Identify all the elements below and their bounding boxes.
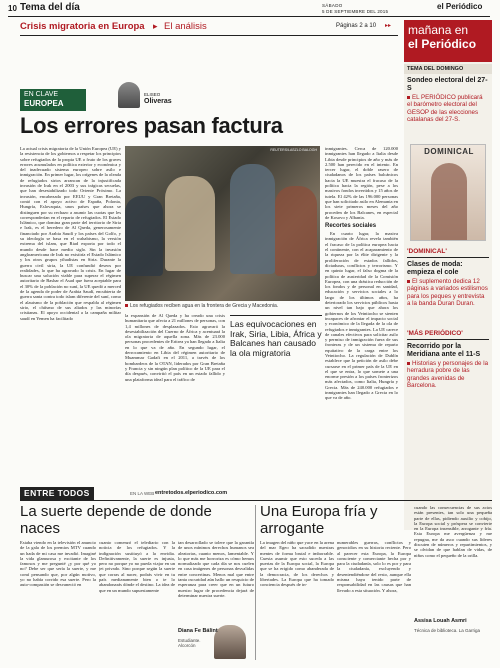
sidebar-title-line1: mañana en bbox=[408, 23, 469, 37]
photo-figure-4 bbox=[125, 196, 163, 276]
letter-left-author-role: Estudiante. Alcorcón bbox=[178, 638, 201, 648]
sidebar-title-line2: el Periódico bbox=[408, 37, 477, 51]
bottom-divider bbox=[255, 505, 256, 660]
letter-right-author-name: Assisa Louah Asmri bbox=[414, 618, 467, 624]
photo-figure-2 bbox=[230, 164, 275, 274]
sidebar-item-3-body: Historias y personajes de la herradura pobre de las grandes avenidas de Barcelona. bbox=[407, 360, 489, 390]
letter-left-author-photo bbox=[214, 625, 246, 659]
sidebar-item-3-text bbox=[407, 360, 489, 390]
sidebar-item-2-title: Clases de moda: empieza el cole bbox=[407, 261, 463, 276]
letter-left-col-1-text: Estaba viendo en la televisión el anuncio de la gala de los premios MTV cuando un hada de mi casa me invadió. Imaginé la vida glamurosa y excitante de los famosos y me pregunté ¿y por qué yo no? Debe ser que sería la suerte, y me comí pensando que, por algún motivo, yo no había corrido esa suerte. Pero la auto-compasión se desvaneció en bbox=[20, 540, 96, 588]
author-avatar bbox=[118, 82, 140, 108]
letter-right-headline: Una Europa fría y arrogante bbox=[260, 503, 378, 537]
sidebar-item-2-bullet bbox=[407, 280, 410, 283]
sidebar-item-2-text bbox=[407, 278, 489, 308]
sidebar-item-1-bullet bbox=[407, 96, 410, 99]
kicker-pages-arrow: ▸▸ bbox=[385, 23, 392, 29]
column-tag-line2: EUROPEA bbox=[24, 99, 64, 108]
banner-web-url[interactable]: entretodos.elperiodico.com bbox=[155, 490, 228, 496]
magazine-cover bbox=[410, 144, 486, 241]
letter-right-col-2 bbox=[337, 540, 411, 660]
photo-figure-3 bbox=[275, 186, 317, 276]
kicker-topic: Crisis migratoria en Europa bbox=[20, 21, 145, 32]
sidebar-item-3-bullet bbox=[407, 362, 410, 365]
section-title: Tema del día bbox=[20, 2, 80, 13]
letter-right-col-1 bbox=[260, 540, 334, 660]
header-rule bbox=[8, 16, 490, 17]
letter-left-headline: La suerte depende de donde naces bbox=[20, 503, 212, 537]
article-subhead: Recortes sociales bbox=[325, 223, 377, 230]
column-tag-line1: EN CLAVE bbox=[24, 91, 59, 98]
column-tag bbox=[20, 89, 86, 111]
magazine-cover-figure bbox=[431, 163, 467, 241]
sidebar bbox=[404, 20, 492, 530]
main-headline: Los errores pasan factura bbox=[20, 113, 283, 138]
sidebar-rule-1 bbox=[407, 257, 489, 258]
banner-rule bbox=[20, 500, 492, 501]
banner-web-prefix: EN LA WEB bbox=[130, 491, 155, 496]
author-last-name: Oliveras bbox=[144, 98, 172, 105]
article-column-3-text: inmigrantes. Cerca de 120.000 inmigrantes han llegado a Italia desde Libia desde principios de año y más de 2.500 han perecido en el intento. En tercer lugar, el doble rasero de ciudadanos de los países balcánicos hacia la UE muestra el fracaso de la política hacia la región, pese a los masivos fondos invertidos y 15 años de tutela. El 42% de las 196.000 personas que han solicitado asilo en Alemania en los siete primeros meses del año proceden de los Balcanes, en especial de Kosovo y Albania. bbox=[325, 146, 398, 220]
kicker-arrow: ▸ bbox=[153, 21, 158, 31]
author-first-name: ELISEO bbox=[144, 92, 161, 97]
sidebar-item-3-title: Recorrido por la Meridiana ante el 11-S bbox=[407, 343, 481, 358]
caption-bullet bbox=[125, 304, 128, 307]
letter-left-col-1 bbox=[20, 540, 96, 660]
letter-left-col-2-text: cuanto comenzó el telediario con la noticia de los refugiados. Y la indignación sustituyó a la envidia. Definitivamente, la suerte es injusta, pero no porque yo no pueda viajar en un jet privado. Sino porque según la suerte que corras al nacer, podrás vivir en tu país medianamente bien o te lo abandonarás dónde el destino. La idea de que en un mundo supuestamente bbox=[99, 540, 175, 593]
sidebar-item-2-body: El suplemento dedica 12 páginas a variados estilismos para los peques y entrevista a la banda Duran Duran. bbox=[407, 278, 488, 308]
letter-right-col-3-text: cuando las consecuencias de sus actos están presentes, tan solo una pequeña parte de ellas, pidiendo auxilio y cobijo, la Europa social y próspera se convierte en la Europa insensible, arrogante y fría. Esta Europa me avergüenza y me repugna, me da asco cuando sus líderes discuten de números y repartimientos, y se olvidan de que hablan de vidas, de niños como el pequeño de la orilla. bbox=[414, 505, 492, 558]
main-photo bbox=[125, 146, 320, 301]
sidebar-section-label-2: 'MÁS PERIÓDICO' bbox=[407, 330, 463, 337]
kicker-type: El análisis bbox=[164, 21, 207, 32]
letter-right-col-2-text: numerables guerras, conflictos y genocidios en su historia reciente. Pero al parecer esta Europa, la Europa consciente y comerciante hecha por y para la ciudadanía, solo lo es por y para la ciudadanía, excluyendo y desentendiéndose del resto, aunque ella misma haya tenido parte de responsabilidad en las causas que han llevado a esta situación. Y ahora, bbox=[337, 540, 411, 593]
sidebar-item-1-body: EL PERIÓDICO publicará el barómetro electoral del GESOP de las elecciones catalanas del 27-S. bbox=[407, 94, 483, 124]
article-column-2-text: la expansión de Al Qaeda y ha creado una crisis humanitaria que afecta a 21 millones de personas, con 1,4 millones de desplazados. Esto agravará la desestabilización del Cuerno de África y acentuará la ola migratoria de aquella zona. Más de 23.000 personas procedentes de Eritrea ya han llegado a Italia en lo que va de año. En segundo lugar, el derrocamiento en Libia del régimen autoritario de Muammar Gadafi en el 2011, a través de los bombardeos de la OTAN, liderados por Gran Bretaña y Francia y sin ningún plan político de la UE para el día después, convirtió el país en un estado fallido y una plataforma ideal para el tráfico de bbox=[125, 313, 225, 382]
letter-left-col-3-text: tan desarrollado se tolere que la garantía de unos mínimos derechos humanos sea aleatorias, cuanto menos, lamentable. Y lo que más me horroriza es cómo hemos normalizado que cada día se nos cuelen en casa imágenes de personas desvalidas entre concertinas. Menos mal que entre tanta oscuridad aún hallo un resquicio de esperanza para creer que en un futuro nuestro lugar de procedencia dejará de determinar nuestra suerte. bbox=[178, 540, 254, 598]
letter-left-col-2 bbox=[99, 540, 175, 660]
magazine-cover-title: DOMINICAL bbox=[424, 147, 474, 156]
letter-right-author-role: Técnica de biblioteca. La Garriga bbox=[414, 628, 481, 633]
article-column-1 bbox=[20, 146, 121, 527]
sidebar-title-box bbox=[404, 20, 492, 62]
sidebar-item-1-text bbox=[407, 94, 489, 124]
letter-right-col-3 bbox=[414, 505, 492, 613]
sidebar-rule-2 bbox=[407, 339, 489, 340]
sidebar-section-label-1: TEMA DEL DOMINGO bbox=[404, 64, 492, 74]
header-day: SÁBADO bbox=[322, 3, 343, 8]
page-number: 10 bbox=[8, 4, 17, 13]
sidebar-magazine-label: 'DOMINICAL' bbox=[407, 248, 447, 255]
entre-todos-label: ENTRE TODOS bbox=[20, 487, 94, 500]
article-column-3 bbox=[325, 146, 398, 527]
header-date: 5 DE SEPTIEMBRE DEL 2015 bbox=[322, 9, 389, 14]
kicker-rule bbox=[20, 35, 398, 36]
sidebar-item-1-title: Sondeo electoral del 27-S bbox=[407, 77, 488, 92]
pull-quote bbox=[230, 315, 322, 375]
photo-caption-text: Los refugiados reciben agua en la frontera de Grecia y Macedonia. bbox=[130, 303, 279, 309]
photo-credit: REUTERS/LASZLO BALOGH bbox=[270, 148, 317, 152]
kicker-pages: Páginas 2 a 10 bbox=[336, 23, 377, 29]
letter-left-col-3 bbox=[178, 540, 254, 622]
newspaper-name: el Periódico bbox=[437, 2, 483, 11]
letter-left-author-name: Diana Fe Bálint bbox=[178, 628, 218, 634]
article-column-1-text: La actual crisis migratoria de la Unión Europea (UE) y la resistencia de los gobiernos a respetar los principios sobre refugiados de la propia UE o fruto de los graves errores acumulados en política exterior y económica y del inadecuado sistema europeo sobre asilo e inmigración. En primer lugar, los orígenes de la oleada de refugiados sirios arrancan de la injustificada invasión de Irak en el 2003 y sus trágicas secuelas, que han desestabilizado todo Oriente Próximo. La invasión, encabezada por EEUU y Gran Bretaña, contó con el apoyo activo de España, Polonia, Hungría, Eslovaquia, unos países que ahora se distinguen por su rechazo a asumir las cuotas que les corresponderían en el reparto de refugiados. El Estado Islámico, que domina gran parte del territorio de Siria e Irak, es el heredero de Al Qaeda, generosamente financiado por Arabia Saudí y los países del Golfo, y su ideología se basa en el wahabismo, la versión extrema del islam, que Riad exporta por todo el mundo desde hace medio siglo. Sin la invasión angloamericana de Irak no existiría el Estado Islámico y los otros grupos yihadistas en Siria. Durante la guerra civil siria, la UE confundió deseos por realidades, lo que ha agravado la crisis. En lugar de buscar una solución viable para superar el régimen autoritario de Bashar el Asad que fuera aceptable para el 30% de la población no suní, la UE quedó a merced de la agenda de poder de Arabia Saudí, encubierta de guerra santa contra todo islam diferente del suní, como el alauismo de la población que respalda al régimen sirio, el chiísmo de sus aliados y las minorías cristianas. El apoyo occidental a la campaña militar saudí en Yemen ha facilitado bbox=[20, 146, 121, 321]
kicker bbox=[20, 21, 398, 35]
photo-caption bbox=[125, 303, 320, 309]
letter-right-col-1-text: La imagen del niño que yace en la arena del mar Egeo ha sacudido nuestras mentes de forma brutal e imborrable. Cuesta asumir que esto suceda a las puertas de la Europa social, la Europa que se ha erigido como abanderada de la democracia, de los derechos y libertades. La Europa que ha tomado conciencia después de in- bbox=[260, 540, 334, 588]
photo-figure-1 bbox=[165, 176, 215, 271]
entre-todos-banner bbox=[20, 487, 492, 500]
article-column-3b-text: En cuarto lugar, la masiva inmigración de África revela también el fracaso de la política europea hacia el continente, con el acaparamiento de la riqueza por la élite dirigente y la proliferación de estados fallidos, dictaduras, conflictos y terrorismo. Y en quinto lugar, el falso dogma de la política de austeridad de la Comisión Europea, con una drástica reducción de los fondos y de personal en sanidad, educación y servicios sociales a lo largo de los últimos años, ha deteriorado los servicios públicos hasta un nivel tan bajo que ahora los gobiernos de los Veintiocho se sienten incapaces de afrontar el impacto social y económico de la llegada de la ola de refugiados e inmigrantes. La UE carece de canales efectivos para solicitar asilo y permiso de inmigración fuera de sus fronteras y de un sistema de reparto equitativo de la carga entre los Veintiocho. La regulación de Dublín establece que la petición de asilo debe cursarse en el primer país de la UE en el que se entra, lo que somete a una enorme presión a los países fronterizos más afectados, como Italia, Hungría y Grecia. Más de 240.000 refugiados e inmigrantes han llegado a Grecia en lo que va de año. bbox=[325, 231, 398, 401]
pull-quote-text: Las equivocaciones en Irak, Siria, Libia, África y Balcanes han causado la ola migratoria bbox=[230, 319, 322, 358]
